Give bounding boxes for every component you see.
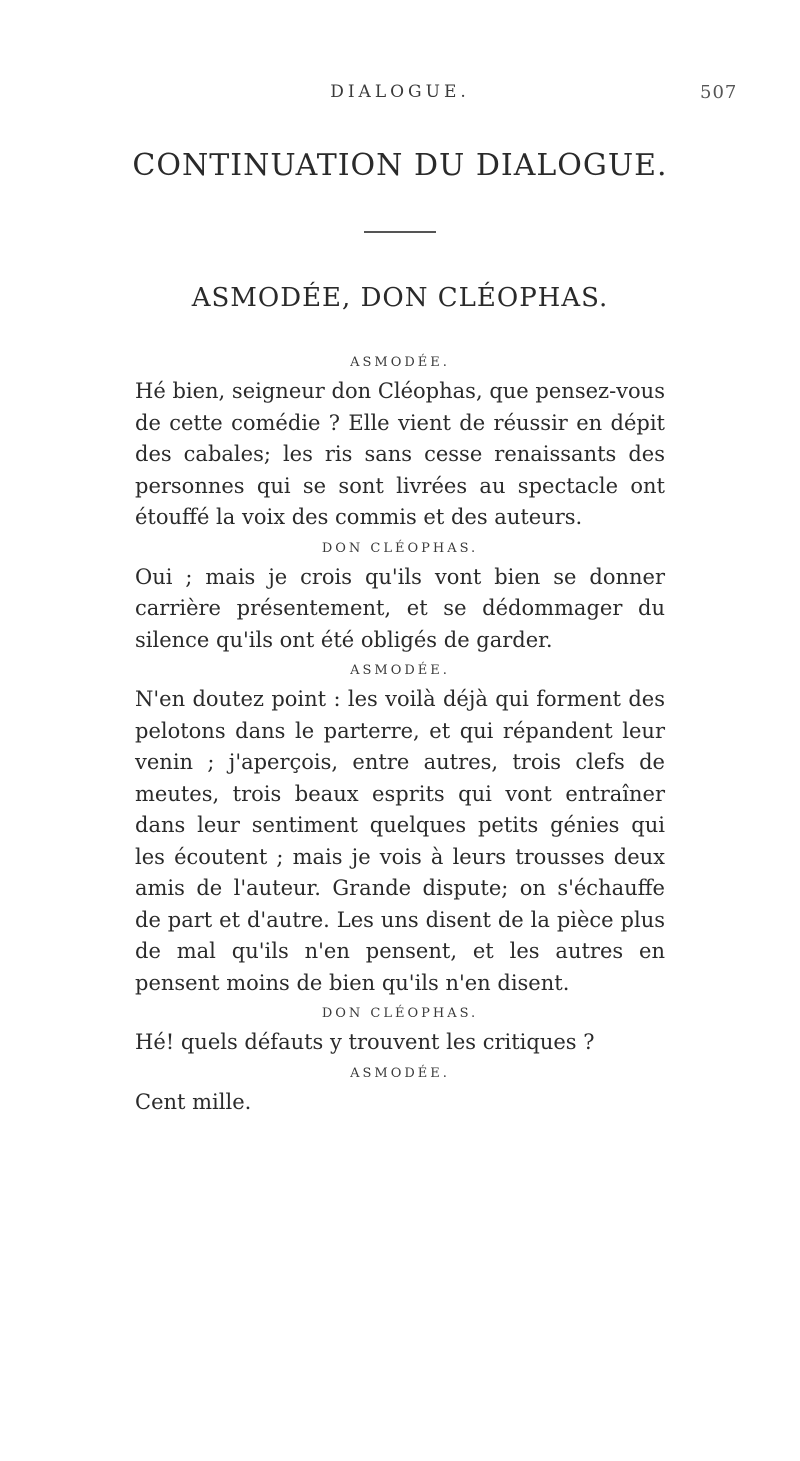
speech-text: Hé bien, seigneur don Cléophas, que pensez-vous de cette comédie ? Elle vient de réussir en dépit des cabales; les ris sans cesse renaissants des personnes qui se sont livrées au spectacle ont étouffé la voix des commis et des auteurs. [135,379,665,529]
speech-text: N'en doutez point : les voilà déjà qui forment des pelotons dans le parterre, et qui répandent leur venin ; j'aperçois, entre autres, trois clefs de meutes, trois beaux esprits qui vont entraîner dans leur sentiment quelques petits génies qui les écoutent ; mais je vois à leurs trousses deux amis de l'auteur. Grande dispute; on s'échauffe de part et d'autre. Les uns disent de la pièce plus de mal qu'ils n'en pensent, et les autres en pensent moins de bien qu'ils n'en disent. [135,687,665,995]
section-title: CONTINUATION DU DIALOGUE. [132,148,668,183]
speech-text: Hé! quels défauts y trouvent les critiques ? [135,1030,595,1054]
speaker-name: ASMODÉE. [350,1065,450,1081]
dialogue-body [135,350,665,1120]
running-title: DIALOGUE. [330,82,470,102]
speaker-name: ASMODÉE. [350,663,450,678]
speaker-name: DON CLÉOPHAS. [321,540,479,556]
running-head [0,82,800,112]
speech-text: Oui ; mais je crois qu'ils vont bien se donner carrière présentement, et se dédommager du silence qu'ils ont été obligés de garder. [135,564,665,652]
speaker-name: DON CLÉOPHAS. [321,1006,479,1021]
speaker-name: ASMODÉE. [350,355,450,370]
speech-text: Cent mille. [135,1089,252,1114]
dialogue-title: ASMODÉE, DON CLÉOPHAS. [191,283,609,313]
page-number: 507 [700,82,738,103]
divider-rule [364,231,436,233]
